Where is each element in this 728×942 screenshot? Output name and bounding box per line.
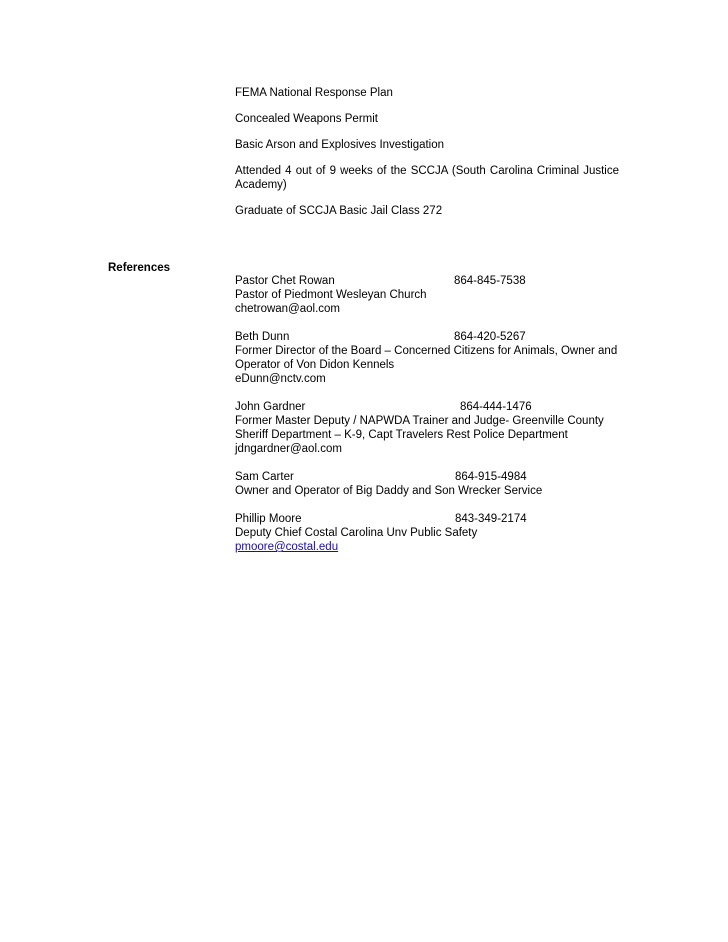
training-item: Basic Arson and Explosives Investigation: [235, 139, 445, 151]
training-item: Concealed Weapons Permit: [235, 113, 378, 125]
training-item: Attended 4 out of 9 weeks of the SCCJA (South Carolina Criminal Justice Academy): [235, 165, 619, 191]
reference-email-link[interactable]: pmoore@costal.edu: [235, 541, 339, 553]
reference-description: Former Master Deputy / NAPWDA Trainer and Judge- Greenville County Sheriff Department – K-9, Capt Travelers Rest Police Department: [235, 415, 604, 441]
reference-phone: 864-420-5267: [454, 331, 526, 343]
reference-email: eDunn@nctv.com: [235, 373, 326, 385]
reference-entry: [235, 274, 635, 316]
reference-email: jdngardner@aol.com: [235, 443, 342, 455]
reference-phone: 864-444-1476: [460, 401, 532, 413]
reference-phone: 864-915-4984: [455, 471, 527, 483]
reference-entry: [235, 400, 635, 456]
reference-name: Phillip Moore: [235, 513, 302, 525]
reference-name: John Gardner: [235, 401, 306, 413]
training-list: [235, 86, 619, 230]
reference-description: Owner and Operator of Big Daddy and Son Wrecker Service: [235, 485, 543, 497]
reference-name: Beth Dunn: [235, 331, 290, 343]
training-item: Graduate of SCCJA Basic Jail Class 272: [235, 205, 443, 217]
reference-email: chetrowan@aol.com: [235, 303, 340, 315]
reference-description: Former Director of the Board – Concerned Citizens for Animals, Owner and Operator of Von Didon Kennels: [235, 345, 618, 371]
reference-entry: [235, 330, 635, 386]
reference-entry: [235, 470, 635, 498]
reference-name: Pastor Chet Rowan: [235, 275, 335, 287]
references-heading: References: [108, 262, 171, 274]
reference-phone: 864-845-7538: [454, 275, 526, 287]
reference-phone: 843-349-2174: [455, 513, 527, 525]
reference-description: Deputy Chief Costal Carolina Unv Public Safety: [235, 527, 478, 539]
references-list: [235, 274, 635, 568]
reference-entry: [235, 512, 635, 554]
training-item: FEMA National Response Plan: [235, 87, 393, 99]
reference-description: Pastor of Piedmont Wesleyan Church: [235, 289, 427, 301]
reference-name: Sam Carter: [235, 471, 294, 483]
